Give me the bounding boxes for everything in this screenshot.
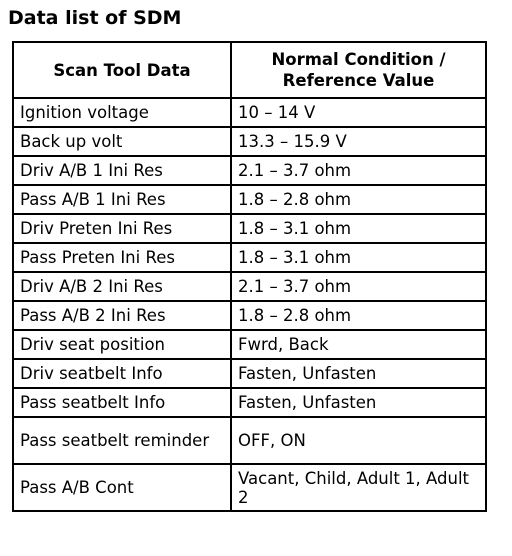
reference-value-cell: 1.8 – 3.1 ohm xyxy=(231,243,486,272)
table-row xyxy=(13,301,486,330)
table-row xyxy=(13,127,486,156)
table-row xyxy=(13,214,486,243)
page-title: Data list of SDM xyxy=(8,7,182,29)
table-row xyxy=(13,98,486,127)
scan-tool-data-cell: Driv A/B 1 Ini Res xyxy=(13,156,231,185)
reference-value-cell: Fasten, Unfasten xyxy=(231,359,486,388)
reference-value-cell: 2.1 – 3.7 ohm xyxy=(231,156,486,185)
column-header-scan-tool-data: Scan Tool Data xyxy=(13,42,231,98)
reference-value-cell: Fwrd, Back xyxy=(231,330,486,359)
reference-value-cell: 1.8 – 2.8 ohm xyxy=(231,301,486,330)
reference-value-cell: 1.8 – 3.1 ohm xyxy=(231,214,486,243)
sdm-data-table xyxy=(12,41,487,512)
table-row xyxy=(13,388,486,417)
scan-tool-data-cell: Pass A/B 2 Ini Res xyxy=(13,301,231,330)
table-row xyxy=(13,330,486,359)
scan-tool-data-cell: Pass seatbelt Info xyxy=(13,388,231,417)
reference-value-cell: 2.1 – 3.7 ohm xyxy=(231,272,486,301)
scan-tool-data-cell: Driv seat position xyxy=(13,330,231,359)
table-row xyxy=(13,417,486,464)
scan-tool-data-cell: Pass seatbelt reminder xyxy=(13,417,231,464)
reference-value-cell: Fasten, Unfasten xyxy=(231,388,486,417)
scan-tool-data-cell: Pass A/B 1 Ini Res xyxy=(13,185,231,214)
reference-value-cell: 13.3 – 15.9 V xyxy=(231,127,486,156)
reference-value-cell: Vacant, Child, Adult 1, Adult 2 xyxy=(231,464,486,511)
reference-value-cell: 1.8 – 2.8 ohm xyxy=(231,185,486,214)
table-header-row xyxy=(13,42,486,98)
scan-tool-data-cell: Ignition voltage xyxy=(13,98,231,127)
scan-tool-data-cell: Driv Preten Ini Res xyxy=(13,214,231,243)
scan-tool-data-cell: Driv A/B 2 Ini Res xyxy=(13,272,231,301)
table-row xyxy=(13,464,486,511)
scan-tool-data-cell: Pass A/B Cont xyxy=(13,464,231,511)
table-row xyxy=(13,359,486,388)
table-row xyxy=(13,243,486,272)
table-row xyxy=(13,272,486,301)
table-row xyxy=(13,156,486,185)
scan-tool-data-cell: Pass Preten Ini Res xyxy=(13,243,231,272)
column-header-reference-value: Normal Condition / Reference Value xyxy=(231,42,486,98)
scan-tool-data-cell: Driv seatbelt Info xyxy=(13,359,231,388)
scan-tool-data-cell: Back up volt xyxy=(13,127,231,156)
reference-value-cell: 10 – 14 V xyxy=(231,98,486,127)
reference-value-cell: OFF, ON xyxy=(231,417,486,464)
table-row xyxy=(13,185,486,214)
